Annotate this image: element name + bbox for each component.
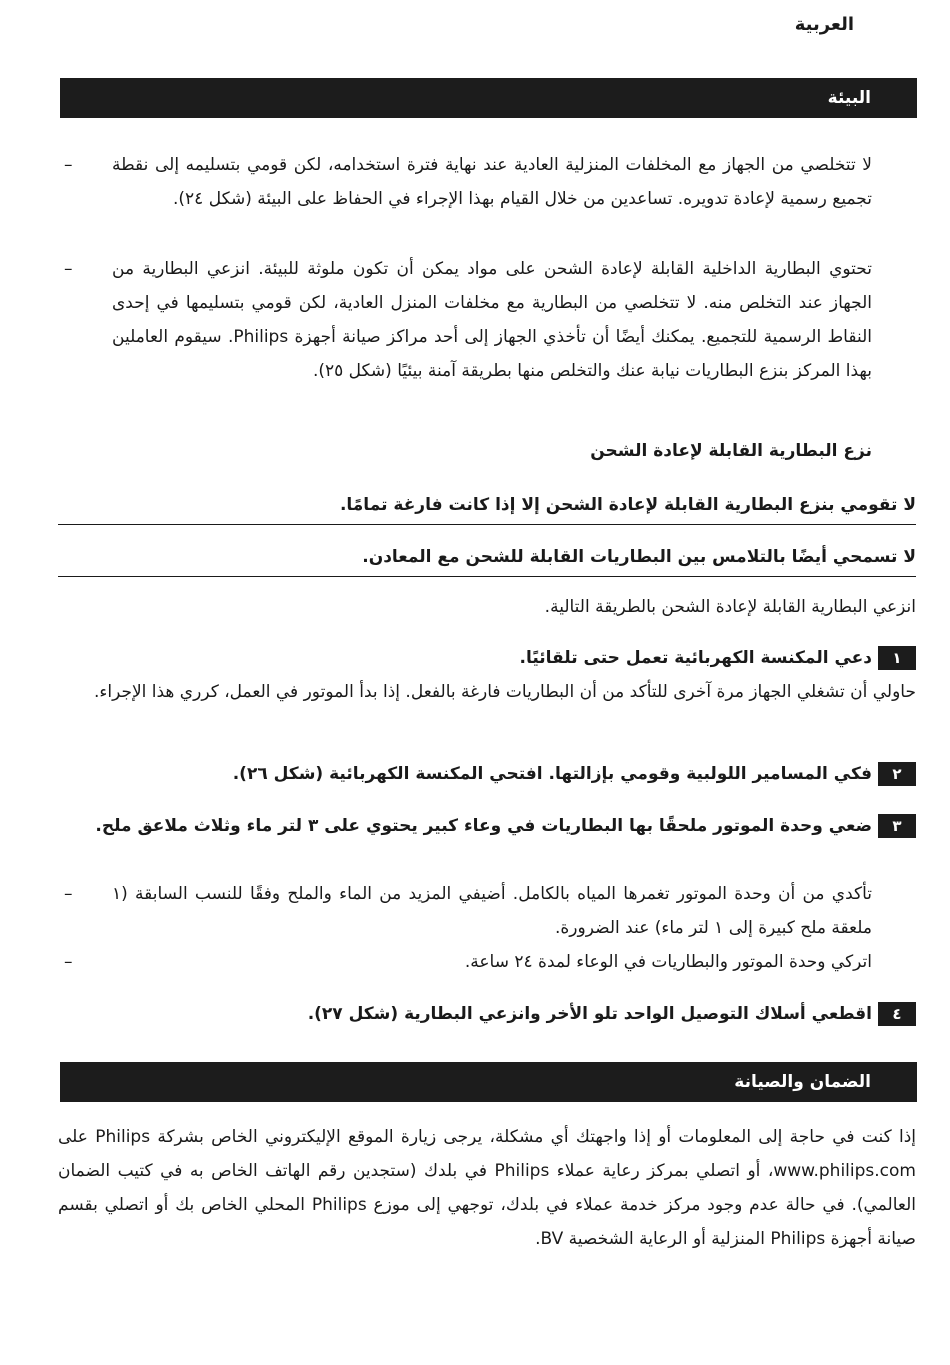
bullet-dash: – [64, 884, 73, 904]
bullet-text: اتركي وحدة الموتور والبطاريات في الوعاء لمدة ٢٤ ساعة. [464, 952, 872, 972]
step-number: ١ [878, 646, 916, 670]
step-4 [58, 997, 916, 1031]
warning-text: لا تسمحي أيضًا بالتلامس بين البطاريات القابلة للشحن مع المعادن. [58, 542, 916, 577]
bullet-dash: – [64, 952, 73, 972]
bullet-item [64, 148, 872, 216]
section-title: البيئة [827, 88, 871, 108]
bullet-item [64, 945, 872, 979]
bullet-dash: – [64, 259, 73, 279]
language-label: العربية [794, 14, 854, 35]
step-text: ضعي وحدة الموتور ملحقًا بها البطاريات في وعاء كبير يحتوي على ٣ لتر ماء وثلاث ملاعق ملح. [95, 816, 872, 836]
step-note: حاولي أن تشغلي الجهاز مرة آخرى للتأكد من أن البطاريات فارغة بالفعل. إذا بدأ الموتور في العمل، كرري هذا الإجراء. [93, 682, 916, 702]
intro-text: انزعي البطارية القابلة لإعادة الشحن بالطريقة التالية. [544, 597, 916, 617]
warning-text: لا تقومي بنزع البطارية القابلة لإعادة الشحن إلا إذا كانت فارغة تمامًا. [58, 490, 916, 525]
subheading: نزع البطارية القابلة لإعادة الشحن [590, 441, 872, 461]
step-number: ٣ [878, 814, 916, 838]
bullet-dash: – [64, 155, 73, 175]
bullet-text: لا تتخلصي من الجهاز مع المخلفات المنزلية العادية عند نهاية فترة استخدامه، لكن قومي بتسليمه إلى نقطة تجميع رسمية لإعادة تدويره. تساعدين من خلال القيام بهذا الإجراء في الحفاظ على البيئة (شكل ٢٤). [112, 155, 872, 209]
step-number: ٤ [878, 1002, 916, 1026]
section-heading-environment [60, 78, 917, 118]
step-text: اقطعي أسلاك التوصيل الواحد تلو الأخر وانزعي البطارية (شكل ٢٧). [307, 1004, 872, 1024]
bullet-item [64, 252, 872, 388]
bullet-text: تأكدي من أن وحدة الموتور تغمرها المياه بالكامل. أضيفي المزيد من الماء والملح وفقًا للنسب السابقة (١ ملعقة ملح كبيرة إلى ١ لتر ماء) عند الضرورة. [112, 884, 872, 938]
guarantee-text: إذا كنت في حاجة إلى المعلومات أو إذا واجهتك أي مشكلة، يرجى زيارة الموقع الإليكتروني الخاص بشركة Philips على www.philips.com، أو اتصلي بمركز رعاية عملاء Philips في بلدك (ستجدين رقم الهاتف الخاص به في كتيب الضمان العالمي). في حالة عدم وجود مركز خدمة عملاء في بلدك، توجهي إلى موزع Philips المحلي الخاص بك أو اتصلي بقسم صيانة أجهزة Philips المنزلية أو الرعاية الشخصية BV. [58, 1127, 916, 1249]
step-3 [58, 809, 916, 843]
step-number: ٢ [878, 762, 916, 786]
step-1 [58, 641, 916, 675]
step-2 [58, 757, 916, 791]
step-text: دعي المكنسة الكهربائية تعمل حتى تلقائيًا. [519, 648, 872, 668]
section-title: الضمان والصيانة [734, 1072, 871, 1092]
bullet-item [64, 877, 872, 945]
section-heading-guarantee [60, 1062, 917, 1102]
bullet-text: تحتوي البطارية الداخلية القابلة لإعادة الشحن على مواد يمكن أن تكون ملوثة للبيئة. انزعي البطارية من الجهاز عند التخلص منه. لا تتخلصي من البطارية مع مخلفات المنزل العادية، لكن قومي بتسليمها في إحدى النقاط الرسمية للتجميع. يمكنك أيضًا أن تأخذي الجهاز إلى أحد مراكز صيانة أجهزة Philips. سيقوم العاملين بهذا المركز بنزع البطاريات نيابة عنك والتخلص منها بطريقة آمنة بيئيًا (شكل ٢٥). [112, 259, 872, 381]
step-text: فكي المسامير اللولبية وقومي بإزالتها. افتحي المكنسة الكهربائية (شكل ٢٦). [232, 764, 872, 784]
